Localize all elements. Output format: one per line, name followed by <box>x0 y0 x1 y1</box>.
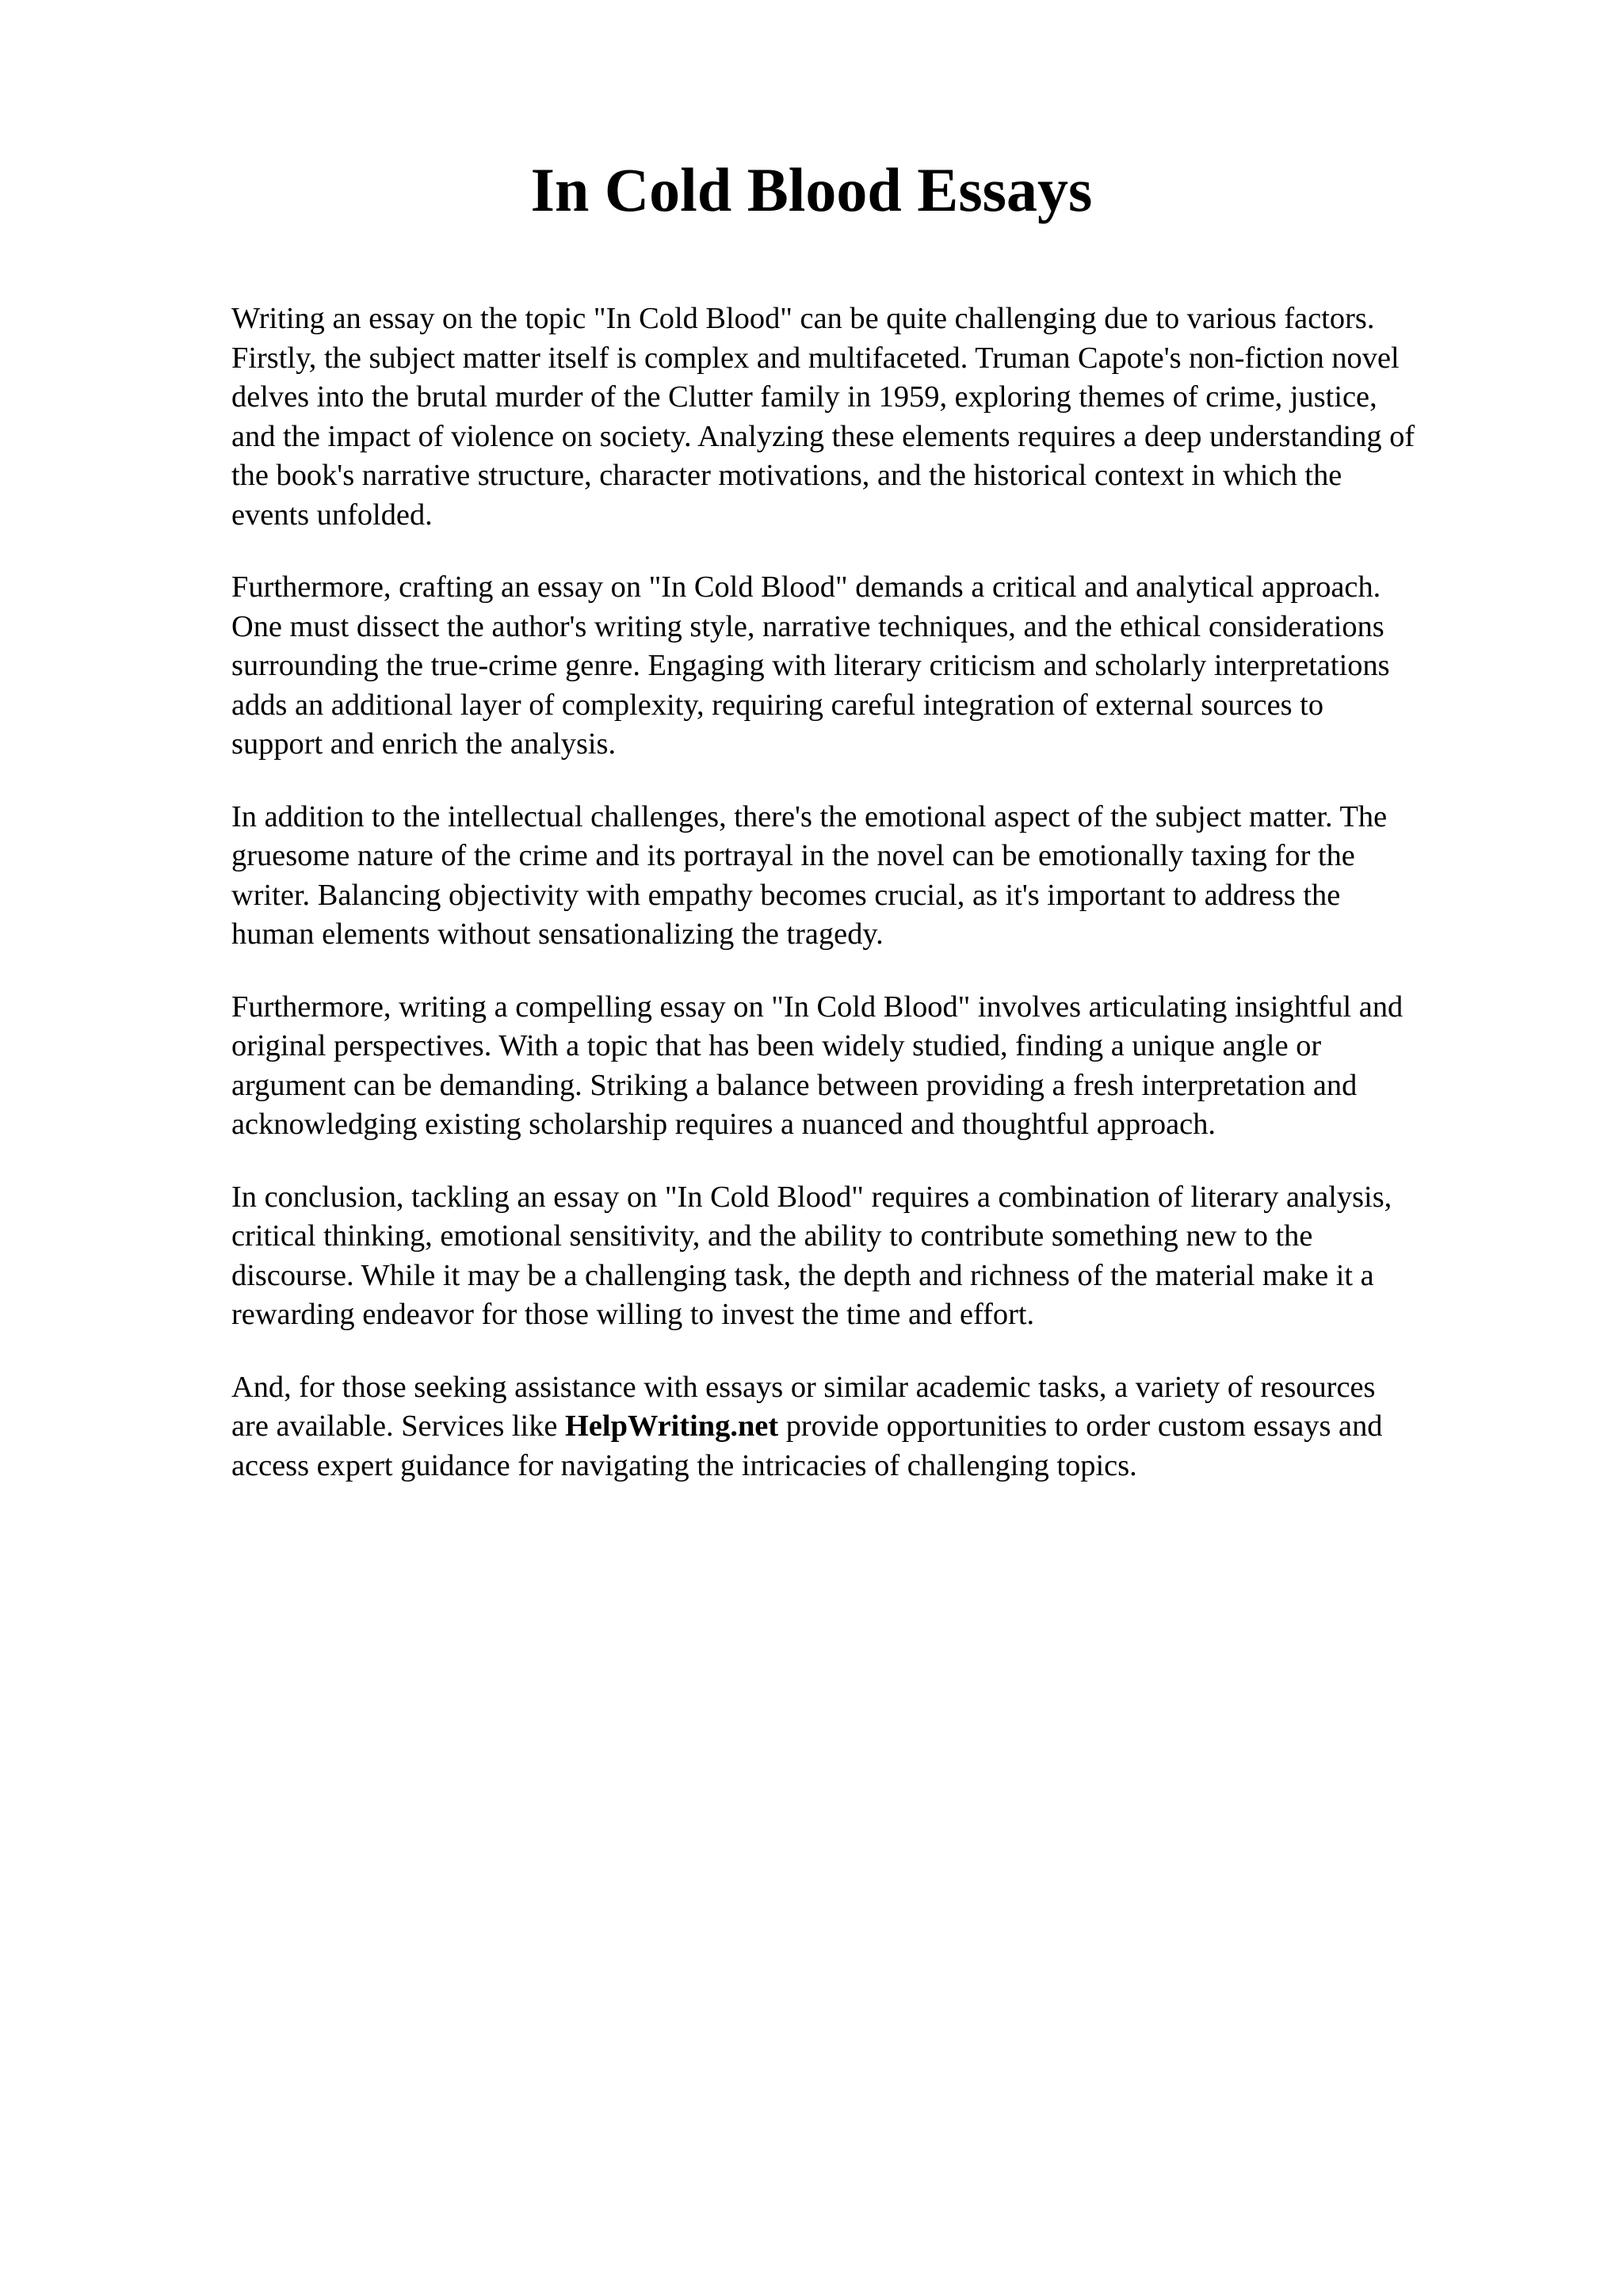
paragraph-line: critical thinking, emotional sensitivity, and the ability to contribute something new to the <box>231 1219 1313 1253</box>
paragraph-closing <box>231 1368 1531 1486</box>
paragraph-line: Furthermore, writing a compelling essay on "In Cold Blood" involves articulating insightful and <box>231 990 1403 1024</box>
paragraph-1 <box>231 299 1531 535</box>
document-body <box>231 299 1531 1519</box>
paragraph-line: delves into the brutal murder of the Clutter family in 1959, exploring themes of crime, justice, <box>231 380 1377 414</box>
paragraph-line: access expert guidance for navigating the intricacies of challenging topics. <box>231 1448 1137 1482</box>
paragraph-line: argument can be demanding. Striking a balance between providing a fresh interpretation and <box>231 1068 1358 1102</box>
paragraph-line: human elements without sensationalizing the tragedy. <box>231 917 884 951</box>
document-title: In Cold Blood Essays <box>530 155 1093 224</box>
paragraph-line: In conclusion, tackling an essay on "In Cold Blood" requires a combination of literary analysis, <box>231 1180 1392 1214</box>
paragraph-5 <box>231 1178 1531 1335</box>
paragraph-line: Furthermore, crafting an essay on "In Cold Blood" demands a critical and analytical approach. <box>231 570 1381 604</box>
paragraph-line: support and enrich the analysis. <box>231 727 617 761</box>
paragraph-line: surrounding the true-crime genre. Engaging with literary criticism and scholarly interpretations <box>231 649 1390 682</box>
paragraph-line: original perspectives. With a topic that has been widely studied, finding a unique angle or <box>231 1029 1322 1062</box>
closing-text-after: provide opportunities to order custom essays and <box>778 1409 1383 1443</box>
paragraph-line: One must dissect the author's writing style, narrative techniques, and the ethical considerations <box>231 609 1384 643</box>
paragraph-line: gruesome nature of the crime and its portrayal in the novel can be emotionally taxing for the <box>231 839 1355 872</box>
paragraph-line: writer. Balancing objectivity with empathy becomes crucial, as it's important to address the <box>231 878 1341 912</box>
paragraph-line: rewarding endeavor for those willing to invest the time and effort. <box>231 1298 1035 1331</box>
paragraph-line: discourse. While it may be a challenging task, the depth and richness of the material make it a <box>231 1258 1374 1292</box>
closing-text-before: are available. Services like <box>231 1409 566 1443</box>
paragraph-line: acknowledging existing scholarship requires a nuanced and thoughtful approach. <box>231 1108 1216 1141</box>
paragraph-line: and the impact of violence on society. Analyzing these elements requires a deep understanding of <box>231 419 1415 453</box>
paragraph-line: And, for those seeking assistance with essays or similar academic tasks, a variety of resources <box>231 1370 1376 1404</box>
helpwriting-brand-text: HelpWriting.net <box>565 1409 779 1443</box>
paragraph-4 <box>231 988 1531 1145</box>
paragraph-3 <box>231 798 1531 955</box>
paragraph-line: In addition to the intellectual challenges, there's the emotional aspect of the subject matter. The <box>231 799 1388 833</box>
paragraph-line: the book's narrative structure, character motivations, and the historical context in which the <box>231 459 1342 492</box>
paragraph-line: Writing an essay on the topic "In Cold Blood" can be quite challenging due to various factors. <box>231 302 1375 335</box>
paragraph-line: events unfolded. <box>231 498 433 532</box>
paragraph-line: adds an additional layer of complexity, requiring careful integration of external sources to <box>231 688 1324 722</box>
paragraph-line <box>231 1407 1531 1447</box>
paragraph-2 <box>231 568 1531 765</box>
paragraph-line: Firstly, the subject matter itself is complex and multifaceted. Truman Capote's non-fiction novel <box>231 341 1400 375</box>
